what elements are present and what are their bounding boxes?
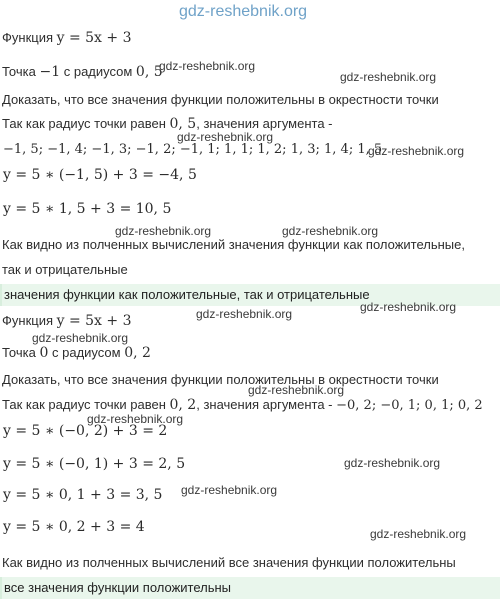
watermark-2: gdz-reshebnik.org bbox=[340, 70, 437, 84]
task2-point-mid: с радиусом bbox=[48, 345, 125, 360]
task2-point-line bbox=[2, 345, 151, 361]
task2-point-value: 0 bbox=[39, 345, 49, 361]
watermark-3: gdz-reshebnik.org bbox=[177, 130, 274, 144]
task2-function-label: Функция bbox=[2, 313, 57, 328]
task1-answer: значения функции как положительные, так и отрицательные bbox=[4, 287, 370, 302]
task1-point-label: Точка bbox=[2, 64, 40, 79]
watermark-9: gdz-reshebnik.org bbox=[32, 331, 129, 345]
watermark-1: gdz-reshebnik.org bbox=[159, 59, 256, 73]
task2-radius-value: 0, 2 bbox=[169, 397, 197, 413]
task2-radius-line bbox=[2, 397, 483, 413]
task1-conclusion-line2: так и отрицательные bbox=[2, 262, 128, 277]
task2-calc-1: y = 5 ∗ (−0, 2) + 3 = 2 bbox=[3, 423, 168, 439]
task1-point-mid: с радиусом bbox=[60, 64, 136, 79]
watermark-7: gdz-reshebnik.org bbox=[360, 300, 457, 314]
task2-arguments: −0, 2; −0, 1; 0, 1; 0, 2 bbox=[336, 398, 483, 413]
task2-conclusion: Как видно из полченных вычислений все значения функции положительны bbox=[2, 555, 456, 570]
task1-arguments: −1, 5; −1, 4; −1, 3; −1, 2; −1, 1; 1, 1; 1, 2; 1, 3; 1, 4; 1, 5 bbox=[3, 142, 383, 157]
task1-function-label: Функция bbox=[2, 30, 57, 45]
task1-radius-pre: Так как радиус точки равен bbox=[2, 116, 170, 131]
task2-radius-pre: Так как радиус точки равен bbox=[2, 397, 170, 412]
task1-point-radius: 0, 5 bbox=[135, 64, 163, 80]
task2-answer: все значения функции положительны bbox=[4, 580, 232, 595]
task1-radius-value: 0, 5 bbox=[169, 116, 197, 132]
task1-function-line bbox=[2, 30, 132, 46]
task2-calc-3: y = 5 ∗ 0, 1 + 3 = 3, 5 bbox=[3, 487, 163, 503]
task2-point-radius: 0, 2 bbox=[124, 345, 151, 361]
task1-prove-text: Доказать, что все значения функции положительны в окрестности точки bbox=[2, 92, 439, 107]
task1-radius-line bbox=[2, 116, 333, 132]
task2-radius-post: , значения аргумента - bbox=[196, 397, 337, 412]
task2-prove-text: Доказать, что все значения функции положительны в окрестности точки bbox=[2, 372, 439, 387]
task2-answer-box bbox=[0, 577, 500, 599]
watermark-6: gdz-reshebnik.org bbox=[282, 224, 379, 238]
task2-function-formula: y = 5x + 3 bbox=[56, 313, 132, 329]
watermark-14: gdz-reshebnik.org bbox=[370, 527, 467, 541]
header-watermark: gdz-reshebnik.org bbox=[179, 3, 308, 20]
task2-calc-4: y = 5 ∗ 0, 2 + 3 = 4 bbox=[3, 519, 145, 535]
watermark-5: gdz-reshebnik.org bbox=[115, 224, 212, 238]
task1-point-value: −1 bbox=[39, 64, 61, 80]
task1-function-formula: y = 5x + 3 bbox=[56, 30, 132, 46]
watermark-8: gdz-reshebnik.org bbox=[196, 307, 293, 321]
task1-calc-2: y = 5 ∗ 1, 5 + 3 = 10, 5 bbox=[3, 201, 172, 217]
watermark-12: gdz-reshebnik.org bbox=[344, 456, 441, 470]
task2-point-label: Точка bbox=[2, 345, 40, 360]
task1-point-line bbox=[2, 64, 163, 80]
watermark-10: gdz-reshebnik.org bbox=[248, 383, 345, 397]
watermark-13: gdz-reshebnik.org bbox=[181, 483, 278, 497]
watermark-4: gdz-reshebnik.org bbox=[368, 144, 465, 158]
task1-conclusion-line1: Как видно из полченных вычислений значения функции как положительные, bbox=[2, 237, 465, 252]
task2-function-line bbox=[2, 313, 132, 329]
task1-calc-1: y = 5 ∗ (−1, 5) + 3 = −4, 5 bbox=[3, 167, 197, 183]
task1-radius-post: , значения аргумента - bbox=[196, 116, 333, 131]
watermark-11: gdz-reshebnik.org bbox=[87, 412, 184, 426]
task2-calc-2: y = 5 ∗ (−0, 1) + 3 = 2, 5 bbox=[3, 456, 186, 472]
